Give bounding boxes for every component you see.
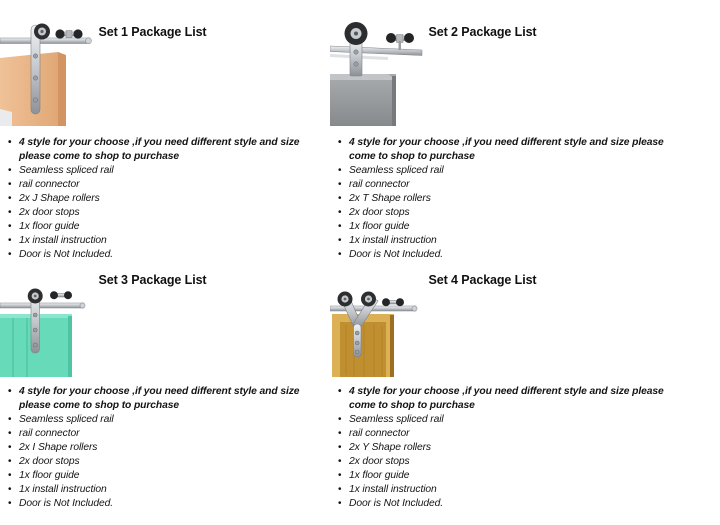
list-item-text: rail connector: [349, 428, 410, 439]
y-shape-hardware-illustration: [330, 285, 422, 377]
list-item-text: 1x floor guide: [349, 470, 410, 481]
list-item-text: 1x install instruction: [19, 235, 107, 246]
list-item: [5, 497, 305, 511]
bullet-icon: •: [8, 386, 12, 397]
list-item-text: Seamless spliced rail: [349, 165, 444, 176]
list-item-text: Door is Not Included.: [19, 249, 114, 260]
set4-product-image: [330, 285, 422, 377]
set1-package-list: [5, 136, 305, 262]
list-item-text: 2x I Shape rollers: [19, 442, 98, 453]
list-item-text: Seamless spliced rail: [19, 165, 114, 176]
bullet-icon: •: [8, 221, 12, 232]
list-item: [335, 192, 665, 206]
door-stop: [50, 291, 72, 299]
list-item-text: rail connector: [349, 179, 410, 190]
set1-title: Set 1 Package List: [98, 25, 207, 39]
bullet-icon: •: [8, 484, 12, 495]
list-item: [5, 483, 305, 497]
list-item: [5, 455, 305, 469]
door-stop: [382, 298, 404, 306]
list-item: [335, 413, 665, 427]
list-item: [5, 164, 305, 178]
set1-block: [0, 0, 330, 262]
list-item: [5, 441, 305, 455]
list-item-text: 1x floor guide: [19, 470, 80, 481]
set4-package-list: [335, 385, 665, 511]
list-item: [335, 483, 665, 497]
list-item: [335, 206, 665, 220]
list-item-text: 1x install instruction: [19, 484, 107, 495]
list-item: [5, 427, 305, 441]
set3-block: [0, 262, 330, 525]
list-item-text: Door is Not Included.: [19, 498, 114, 509]
door: [330, 74, 396, 126]
bullet-icon: •: [8, 207, 12, 218]
list-item: [335, 441, 665, 455]
list-item: [5, 178, 305, 192]
list-item: [5, 385, 305, 413]
list-item: [335, 455, 665, 469]
list-item-text: Seamless spliced rail: [19, 414, 114, 425]
bullet-icon: •: [8, 193, 12, 204]
list-item-text: 2x T Shape rollers: [349, 193, 431, 204]
list-item-text: 2x door stops: [19, 456, 80, 467]
list-item-text: 2x door stops: [349, 207, 410, 218]
list-item-text: 2x J Shape rollers: [19, 193, 100, 204]
set3-title: Set 3 Package List: [98, 273, 207, 287]
rail: [330, 46, 422, 60]
i-shape-hardware-illustration: [0, 285, 92, 377]
list-item: [5, 220, 305, 234]
set2-package-list: [335, 136, 665, 262]
roller-wheel-right: [361, 292, 376, 307]
list-item: [5, 206, 305, 220]
roller-wheel: [28, 289, 43, 304]
list-item-text: 1x floor guide: [19, 221, 80, 232]
list-item: [5, 192, 305, 206]
list-item-text: 2x door stops: [349, 456, 410, 467]
list-item-text: rail connector: [19, 179, 80, 190]
set2-block: [330, 0, 720, 262]
list-item-text: 2x door stops: [19, 207, 80, 218]
set4-title: Set 4 Package List: [428, 273, 537, 287]
bullet-icon: •: [338, 179, 342, 190]
bullet-icon: •: [338, 484, 342, 495]
list-item: [335, 469, 665, 483]
bullet-icon: •: [338, 193, 342, 204]
list-item-text: 4 style for your choose ,if you need different style and size please come to shop to purchase: [19, 137, 300, 162]
set3-product-image: [0, 285, 92, 377]
bullet-icon: •: [8, 498, 12, 509]
bullet-icon: •: [338, 498, 342, 509]
list-item: [335, 427, 665, 441]
bullet-icon: •: [8, 470, 12, 481]
bullet-icon: •: [338, 414, 342, 425]
list-item: [5, 248, 305, 262]
set4-block: [330, 262, 720, 525]
list-item: [335, 164, 665, 178]
bullet-icon: •: [8, 165, 12, 176]
bullet-icon: •: [338, 235, 342, 246]
list-item-text: 1x floor guide: [349, 221, 410, 232]
list-item: [335, 497, 665, 511]
list-item-text: Door is Not Included.: [349, 498, 444, 509]
list-item-text: 1x install instruction: [349, 235, 437, 246]
list-item-text: 2x Y Shape rollers: [349, 442, 431, 453]
list-item: [335, 220, 665, 234]
rail: [0, 303, 85, 308]
bullet-icon: •: [8, 414, 12, 425]
bullet-icon: •: [338, 442, 342, 453]
list-item-text: rail connector: [19, 428, 80, 439]
list-item-text: Door is Not Included.: [349, 249, 444, 260]
bullet-icon: •: [8, 442, 12, 453]
bullet-icon: •: [338, 165, 342, 176]
bullet-icon: •: [338, 470, 342, 481]
bullet-icon: •: [8, 249, 12, 260]
list-item: [335, 385, 665, 413]
list-item-text: Seamless spliced rail: [349, 414, 444, 425]
list-item-text: 4 style for your choose ,if you need different style and size please come to shop to purchase: [19, 386, 300, 411]
bullet-icon: •: [8, 428, 12, 439]
set2-title: Set 2 Package List: [428, 25, 537, 39]
bullet-icon: •: [8, 179, 12, 190]
bullet-icon: •: [8, 137, 12, 148]
bullet-icon: •: [338, 428, 342, 439]
bullet-icon: •: [8, 456, 12, 467]
list-item: [335, 178, 665, 192]
bullet-icon: •: [8, 235, 12, 246]
list-item-text: 4 style for your choose ,if you need different style and size please come to shop to purchase: [349, 137, 664, 162]
list-item: [5, 136, 305, 164]
set3-package-list: [5, 385, 305, 511]
bullet-icon: •: [338, 456, 342, 467]
bullet-icon: •: [338, 249, 342, 260]
list-item: [335, 234, 665, 248]
list-item: [335, 136, 665, 164]
list-item: [5, 413, 305, 427]
list-item: [335, 248, 665, 262]
bullet-icon: •: [338, 386, 342, 397]
roller-wheel-left: [338, 292, 353, 307]
bullet-icon: •: [338, 221, 342, 232]
list-item-text: 4 style for your choose ,if you need different style and size please come to shop to purchase: [349, 386, 664, 411]
bullet-icon: •: [338, 137, 342, 148]
bullet-icon: •: [338, 207, 342, 218]
list-item-text: 1x install instruction: [349, 484, 437, 495]
list-item: [5, 469, 305, 483]
list-item: [5, 234, 305, 248]
